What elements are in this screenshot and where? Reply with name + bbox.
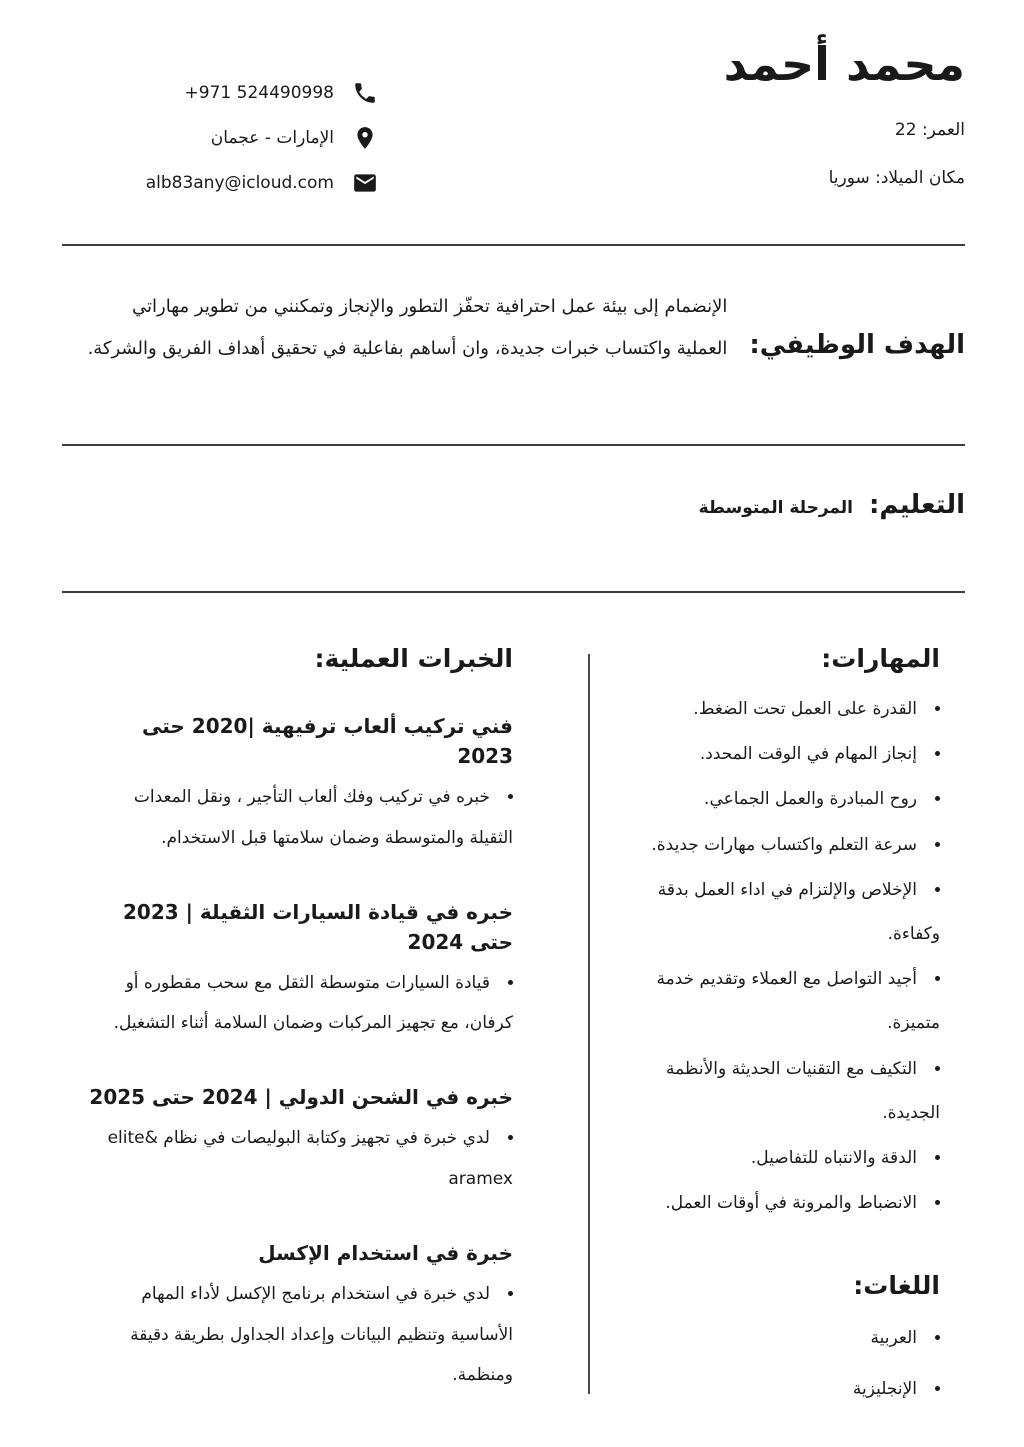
language-item: • الإنجليزية — [629, 1365, 940, 1414]
skill-item: • إنجاز المهام في الوقت المحدد. — [629, 732, 940, 776]
job-entry — [89, 1238, 513, 1396]
birthplace-line: مكان الميلاد: سوريا — [828, 167, 965, 188]
divider-education-body — [62, 591, 965, 593]
objective-heading: الهدف الوظيفي: — [749, 330, 965, 360]
languages-heading: اللغات: — [853, 1271, 940, 1301]
body-columns — [59, 618, 965, 1415]
skill-item: • روح المبادرة والعمل الجماعي. — [629, 777, 940, 821]
divider-objective-education — [62, 444, 965, 446]
skill-item: • القدرة على العمل تحت الضغط. — [629, 687, 940, 731]
job-title: خبرة في استخدام الإكسل — [258, 1240, 513, 1265]
skills-list — [629, 687, 940, 1225]
education-section — [699, 490, 965, 520]
job-description: • قيادة السيارات متوسطة الثقل مع سحب مقطوره أو كرفان، مع تجهيز المركبات وضمان السلامة أثناء التشغيل. — [89, 963, 513, 1045]
job-title: خبره في قيادة السيارات الثقيلة | 2023 حتى 2024 — [123, 899, 513, 954]
location-text: الإمارات - عجمان — [210, 128, 334, 148]
skill-item: • أجيد التواصل مع العملاء وتقديم خدمة متميزة. — [629, 957, 940, 1045]
phone-receiver-icon — [352, 80, 378, 106]
map-pin-icon — [352, 125, 378, 151]
email-address: alb83any@icloud.com — [145, 173, 334, 193]
job-entry — [89, 711, 513, 859]
experience-jobs — [89, 711, 513, 1396]
phone-number: +971 524490998 — [184, 83, 334, 103]
skill-item: • التكيف مع التقنيات الحديثة والأنظمة الجديدة. — [629, 1047, 940, 1135]
skills-heading: المهارات: — [821, 644, 940, 673]
job-title: فني تركيب ألعاب ترفيهية |2020 حتى 2023 — [142, 714, 513, 768]
language-item: • العربية — [629, 1314, 940, 1363]
languages-list — [629, 1314, 940, 1414]
contact-row-email — [98, 170, 378, 196]
job-title: خبره في الشحن الدولي | 2024 حتى 2025 — [89, 1085, 513, 1110]
job-entry — [89, 897, 513, 1045]
identity-block — [724, 36, 965, 216]
skills-column — [589, 618, 965, 1415]
job-description: • خبره في تركيب وفك ألعاب التأجير ، ونقل المعدات الثقيلة والمتوسطة وضمان سلامتها قبل الاستخدام. — [89, 777, 513, 859]
experience-heading: الخبرات العملية: — [314, 644, 513, 673]
job-entry — [89, 1082, 513, 1200]
contact-block — [98, 80, 378, 215]
education-heading: التعليم: — [869, 490, 965, 520]
envelope-icon — [352, 170, 378, 196]
skill-item: • الانضباط والمرونة في أوقات العمل. — [629, 1181, 940, 1225]
job-description: • لدي خبرة في تجهيز وكتابة البوليصات في نظام elite& aramex — [89, 1118, 513, 1200]
divider-top — [62, 244, 965, 246]
contact-row-phone — [98, 80, 378, 106]
job-description: • لدي خبرة في استخدام برنامج الإكسل لأداء المهام الأساسية وتنظيم البيانات وإعداد الجداول بطريقة دقيقة ومنظمة. — [89, 1274, 513, 1396]
objective-text: الإنضمام إلى بيئة عمل احترافية تحفّز التطور والإنجاز وتمكنني من تطوير مهاراتي العملية واكتساب خبرات جديدة، وان أساهم بفاعلية في تحقيق أهداف الفريق والشركة. — [87, 296, 728, 360]
person-name: محمد أحمد — [723, 37, 965, 91]
contact-row-location — [98, 125, 378, 151]
skill-item: • الإخلاص والإلتزام في اداء العمل بدقة وكفاءة. — [629, 868, 940, 956]
column-divider — [588, 654, 590, 1394]
skill-item: • سرعة التعلم واكتساب مهارات جديدة. — [629, 823, 940, 867]
education-value: المرحلة المتوسطة — [698, 498, 854, 518]
objective-section — [59, 286, 965, 371]
skill-item: • الدقة والانتباه للتفاصيل. — [629, 1136, 940, 1180]
age-line: العمر: 22 — [894, 119, 965, 140]
experience-column — [59, 618, 589, 1415]
